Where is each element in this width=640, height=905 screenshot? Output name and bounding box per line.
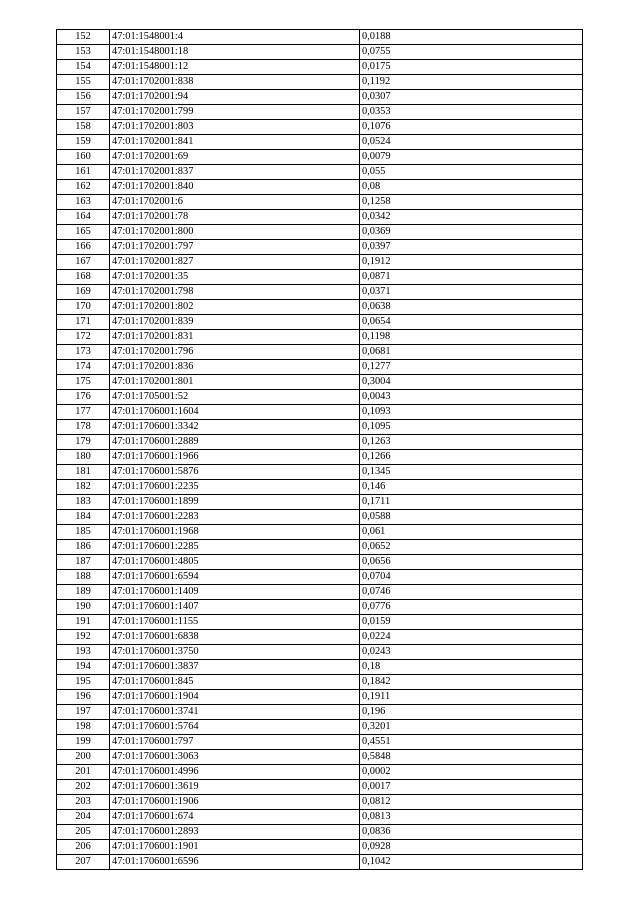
area-value-cell: 0,0746 [360, 585, 583, 600]
cadastral-number-cell: 47:01:1702001:800 [110, 225, 360, 240]
cadastral-number-cell: 47:01:1706001:1409 [110, 585, 360, 600]
row-number-cell: 191 [57, 615, 110, 630]
row-number-cell: 159 [57, 135, 110, 150]
table-row [57, 30, 583, 45]
table-row [57, 480, 583, 495]
row-number-cell: 179 [57, 435, 110, 450]
cadastral-number-cell: 47:01:1548001:12 [110, 60, 360, 75]
cadastral-number-cell: 47:01:1706001:3741 [110, 705, 360, 720]
row-number-cell: 154 [57, 60, 110, 75]
row-number-cell: 196 [57, 690, 110, 705]
cadastral-number-cell: 47:01:1706001:1966 [110, 450, 360, 465]
cadastral-number-cell: 47:01:1706001:2235 [110, 480, 360, 495]
cadastral-number-cell: 47:01:1706001:3619 [110, 780, 360, 795]
table-row [57, 690, 583, 705]
cadastral-number-cell: 47:01:1706001:2283 [110, 510, 360, 525]
row-number-cell: 182 [57, 480, 110, 495]
area-value-cell: 0,1842 [360, 675, 583, 690]
row-number-cell: 189 [57, 585, 110, 600]
row-number-cell: 164 [57, 210, 110, 225]
row-number-cell: 204 [57, 810, 110, 825]
area-value-cell: 0,18 [360, 660, 583, 675]
table-row [57, 750, 583, 765]
table-row [57, 570, 583, 585]
area-value-cell: 0,1266 [360, 450, 583, 465]
cadastral-number-cell: 47:01:1702001:94 [110, 90, 360, 105]
area-value-cell: 0,0397 [360, 240, 583, 255]
cadastral-number-cell: 47:01:1702001:840 [110, 180, 360, 195]
table-row [57, 345, 583, 360]
table-row [57, 510, 583, 525]
table-row [57, 225, 583, 240]
cadastral-number-cell: 47:01:1702001:35 [110, 270, 360, 285]
area-value-cell: 0,1711 [360, 495, 583, 510]
row-number-cell: 158 [57, 120, 110, 135]
cadastral-number-cell: 47:01:1706001:2889 [110, 435, 360, 450]
row-number-cell: 194 [57, 660, 110, 675]
row-number-cell: 160 [57, 150, 110, 165]
row-number-cell: 152 [57, 30, 110, 45]
area-value-cell: 0,0243 [360, 645, 583, 660]
area-value-cell: 0,055 [360, 165, 583, 180]
row-number-cell: 186 [57, 540, 110, 555]
cadastral-number-cell: 47:01:1706001:1906 [110, 795, 360, 810]
cadastral-number-cell: 47:01:1702001:796 [110, 345, 360, 360]
table-row [57, 795, 583, 810]
row-number-cell: 202 [57, 780, 110, 795]
cadastral-number-cell: 47:01:1706001:1604 [110, 405, 360, 420]
cadastral-number-cell: 47:01:1702001:831 [110, 330, 360, 345]
cadastral-number-cell: 47:01:1706001:845 [110, 675, 360, 690]
table-row [57, 420, 583, 435]
cadastral-number-cell: 47:01:1702001:836 [110, 360, 360, 375]
area-value-cell: 0,1277 [360, 360, 583, 375]
cadastral-number-cell: 47:01:1702001:802 [110, 300, 360, 315]
row-number-cell: 161 [57, 165, 110, 180]
row-number-cell: 185 [57, 525, 110, 540]
table-row [57, 765, 583, 780]
area-value-cell: 0,0681 [360, 345, 583, 360]
row-number-cell: 207 [57, 855, 110, 870]
area-value-cell: 0,146 [360, 480, 583, 495]
area-value-cell: 0,0043 [360, 390, 583, 405]
area-value-cell: 0,1093 [360, 405, 583, 420]
area-value-cell: 0,0342 [360, 210, 583, 225]
area-value-cell: 0,0159 [360, 615, 583, 630]
table-row [57, 840, 583, 855]
row-number-cell: 177 [57, 405, 110, 420]
table-row [57, 300, 583, 315]
row-number-cell: 199 [57, 735, 110, 750]
row-number-cell: 165 [57, 225, 110, 240]
row-number-cell: 200 [57, 750, 110, 765]
row-number-cell: 172 [57, 330, 110, 345]
area-value-cell: 0,5848 [360, 750, 583, 765]
cadastral-number-cell: 47:01:1706001:5876 [110, 465, 360, 480]
area-value-cell: 0,0224 [360, 630, 583, 645]
table-row [57, 645, 583, 660]
row-number-cell: 167 [57, 255, 110, 270]
area-value-cell: 0,1911 [360, 690, 583, 705]
table-row [57, 675, 583, 690]
cadastral-number-cell: 47:01:1548001:18 [110, 45, 360, 60]
cadastral-number-cell: 47:01:1706001:1968 [110, 525, 360, 540]
row-number-cell: 176 [57, 390, 110, 405]
area-value-cell: 0,1258 [360, 195, 583, 210]
row-number-cell: 197 [57, 705, 110, 720]
cadastral-number-cell: 47:01:1702001:838 [110, 75, 360, 90]
row-number-cell: 156 [57, 90, 110, 105]
cadastral-number-cell: 47:01:1706001:1155 [110, 615, 360, 630]
area-value-cell: 0,1042 [360, 855, 583, 870]
cadastral-number-cell: 47:01:1702001:797 [110, 240, 360, 255]
table-row [57, 135, 583, 150]
cadastral-number-cell: 47:01:1702001:827 [110, 255, 360, 270]
area-value-cell: 0,0307 [360, 90, 583, 105]
table-row [57, 75, 583, 90]
table-row [57, 810, 583, 825]
area-value-cell: 0,1345 [360, 465, 583, 480]
table-row [57, 465, 583, 480]
area-value-cell: 0,08 [360, 180, 583, 195]
area-value-cell: 0,0654 [360, 315, 583, 330]
cadastral-number-cell: 47:01:1706001:6594 [110, 570, 360, 585]
area-value-cell: 0,0704 [360, 570, 583, 585]
table-row [57, 555, 583, 570]
area-value-cell: 0,0017 [360, 780, 583, 795]
table-row [57, 255, 583, 270]
row-number-cell: 184 [57, 510, 110, 525]
cadastral-number-cell: 47:01:1706001:674 [110, 810, 360, 825]
table-row [57, 540, 583, 555]
row-number-cell: 168 [57, 270, 110, 285]
cadastral-number-cell: 47:01:1706001:1407 [110, 600, 360, 615]
cadastral-number-cell: 47:01:1706001:3063 [110, 750, 360, 765]
cadastral-number-cell: 47:01:1702001:78 [110, 210, 360, 225]
table-row [57, 360, 583, 375]
table-row [57, 825, 583, 840]
table-row [57, 120, 583, 135]
table-row [57, 705, 583, 720]
area-value-cell: 0,061 [360, 525, 583, 540]
area-value-cell: 0,1192 [360, 75, 583, 90]
table-row [57, 150, 583, 165]
area-value-cell: 0,0188 [360, 30, 583, 45]
cadastral-number-cell: 47:01:1702001:799 [110, 105, 360, 120]
document-page [56, 29, 582, 870]
row-number-cell: 175 [57, 375, 110, 390]
area-value-cell: 0,1095 [360, 420, 583, 435]
table-row [57, 495, 583, 510]
table-row [57, 285, 583, 300]
cadastral-number-cell: 47:01:1702001:841 [110, 135, 360, 150]
area-value-cell: 0,0813 [360, 810, 583, 825]
row-number-cell: 187 [57, 555, 110, 570]
area-value-cell: 0,3004 [360, 375, 583, 390]
cadastral-number-cell: 47:01:1706001:1901 [110, 840, 360, 855]
table-row [57, 405, 583, 420]
row-number-cell: 188 [57, 570, 110, 585]
table-row [57, 855, 583, 870]
cadastral-number-cell: 47:01:1706001:797 [110, 735, 360, 750]
cadastral-number-cell: 47:01:1706001:3750 [110, 645, 360, 660]
area-value-cell: 0,196 [360, 705, 583, 720]
cadastral-number-cell: 47:01:1706001:6596 [110, 855, 360, 870]
table-row [57, 270, 583, 285]
area-value-cell: 0,0652 [360, 540, 583, 555]
area-value-cell: 0,0175 [360, 60, 583, 75]
table-row [57, 450, 583, 465]
row-number-cell: 170 [57, 300, 110, 315]
cadastral-table [56, 29, 583, 870]
cadastral-number-cell: 47:01:1702001:801 [110, 375, 360, 390]
table-row [57, 585, 583, 600]
area-value-cell: 0,1076 [360, 120, 583, 135]
table-row [57, 735, 583, 750]
table-row [57, 525, 583, 540]
cadastral-number-cell: 47:01:1706001:1899 [110, 495, 360, 510]
table-row [57, 375, 583, 390]
table-row [57, 390, 583, 405]
cadastral-number-cell: 47:01:1706001:4805 [110, 555, 360, 570]
table-row [57, 600, 583, 615]
area-value-cell: 0,3201 [360, 720, 583, 735]
row-number-cell: 190 [57, 600, 110, 615]
row-number-cell: 183 [57, 495, 110, 510]
cadastral-number-cell: 47:01:1706001:4996 [110, 765, 360, 780]
row-number-cell: 162 [57, 180, 110, 195]
cadastral-number-cell: 47:01:1706001:6838 [110, 630, 360, 645]
row-number-cell: 181 [57, 465, 110, 480]
table-row [57, 435, 583, 450]
table-row [57, 45, 583, 60]
row-number-cell: 201 [57, 765, 110, 780]
row-number-cell: 157 [57, 105, 110, 120]
row-number-cell: 180 [57, 450, 110, 465]
cadastral-number-cell: 47:01:1702001:6 [110, 195, 360, 210]
row-number-cell: 153 [57, 45, 110, 60]
table-row [57, 180, 583, 195]
area-value-cell: 0,0656 [360, 555, 583, 570]
area-value-cell: 0,0371 [360, 285, 583, 300]
row-number-cell: 206 [57, 840, 110, 855]
cadastral-number-cell: 47:01:1706001:5764 [110, 720, 360, 735]
area-value-cell: 0,0638 [360, 300, 583, 315]
row-number-cell: 155 [57, 75, 110, 90]
row-number-cell: 173 [57, 345, 110, 360]
cadastral-number-cell: 47:01:1706001:2285 [110, 540, 360, 555]
area-value-cell: 0,0079 [360, 150, 583, 165]
cadastral-number-cell: 47:01:1702001:69 [110, 150, 360, 165]
area-value-cell: 0,0836 [360, 825, 583, 840]
area-value-cell: 0,0755 [360, 45, 583, 60]
area-value-cell: 0,0588 [360, 510, 583, 525]
cadastral-number-cell: 47:01:1702001:798 [110, 285, 360, 300]
table-row [57, 105, 583, 120]
area-value-cell: 0,0812 [360, 795, 583, 810]
cadastral-number-cell: 47:01:1705001:52 [110, 390, 360, 405]
table-row [57, 240, 583, 255]
cadastral-number-cell: 47:01:1706001:3837 [110, 660, 360, 675]
area-value-cell: 0,0776 [360, 600, 583, 615]
row-number-cell: 171 [57, 315, 110, 330]
row-number-cell: 203 [57, 795, 110, 810]
area-value-cell: 0,1198 [360, 330, 583, 345]
table-row [57, 720, 583, 735]
area-value-cell: 0,0524 [360, 135, 583, 150]
table-row [57, 90, 583, 105]
row-number-cell: 169 [57, 285, 110, 300]
area-value-cell: 0,0871 [360, 270, 583, 285]
cadastral-number-cell: 47:01:1702001:803 [110, 120, 360, 135]
row-number-cell: 174 [57, 360, 110, 375]
cadastral-number-cell: 47:01:1706001:1904 [110, 690, 360, 705]
cadastral-number-cell: 47:01:1706001:2893 [110, 825, 360, 840]
row-number-cell: 163 [57, 195, 110, 210]
cadastral-number-cell: 47:01:1548001:4 [110, 30, 360, 45]
cadastral-number-cell: 47:01:1706001:3342 [110, 420, 360, 435]
table-row [57, 195, 583, 210]
cadastral-number-cell: 47:01:1702001:837 [110, 165, 360, 180]
area-value-cell: 0,1263 [360, 435, 583, 450]
table-row [57, 330, 583, 345]
area-value-cell: 0,4551 [360, 735, 583, 750]
row-number-cell: 166 [57, 240, 110, 255]
row-number-cell: 205 [57, 825, 110, 840]
table-row [57, 630, 583, 645]
row-number-cell: 198 [57, 720, 110, 735]
table-row [57, 615, 583, 630]
area-value-cell: 0,0928 [360, 840, 583, 855]
row-number-cell: 192 [57, 630, 110, 645]
table-row [57, 660, 583, 675]
table-body [57, 30, 583, 870]
area-value-cell: 0,0353 [360, 105, 583, 120]
area-value-cell: 0,1912 [360, 255, 583, 270]
table-row [57, 780, 583, 795]
row-number-cell: 193 [57, 645, 110, 660]
area-value-cell: 0,0369 [360, 225, 583, 240]
table-row [57, 210, 583, 225]
table-row [57, 60, 583, 75]
row-number-cell: 195 [57, 675, 110, 690]
row-number-cell: 178 [57, 420, 110, 435]
cadastral-number-cell: 47:01:1702001:839 [110, 315, 360, 330]
table-row [57, 165, 583, 180]
area-value-cell: 0,0002 [360, 765, 583, 780]
table-row [57, 315, 583, 330]
